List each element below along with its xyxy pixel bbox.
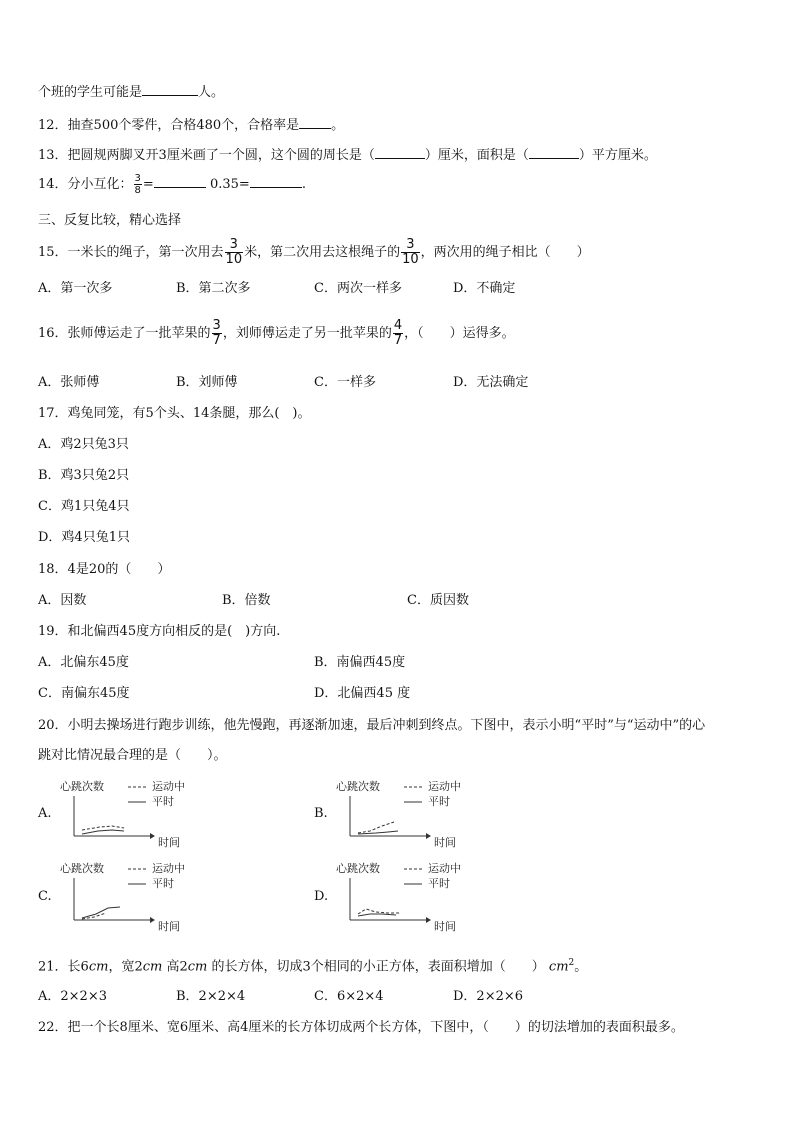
q21-option-d[interactable]: D．2×2×6 xyxy=(453,989,524,1004)
q16-option-a[interactable]: A．张师傅 xyxy=(38,375,100,390)
q17-option-a[interactable]: A．鸡2只兔3只 xyxy=(38,437,129,452)
chart-c-xlabel: 时间 xyxy=(158,920,180,933)
q13-text-c: ）平方厘米。 xyxy=(578,148,657,163)
section3-title: 三、反复比较，精心选择 xyxy=(38,213,182,228)
q16-option-d[interactable]: D．无法确定 xyxy=(453,375,529,390)
q12-blank[interactable] xyxy=(299,115,331,129)
q21-line xyxy=(38,954,587,976)
q11-blank[interactable] xyxy=(142,82,198,96)
q20-chart-d[interactable] xyxy=(336,858,476,934)
q20-option-a-letter[interactable]: A. xyxy=(38,806,52,821)
q15-text-a: 15．一米长的绳子，第一次用去 xyxy=(38,245,224,260)
q16-frac1-num: 3 xyxy=(212,318,221,333)
q16-option-c[interactable]: C．一样多 xyxy=(314,375,376,390)
q14-frac-den: 8 xyxy=(134,185,141,196)
q15-fraction-1 xyxy=(225,238,244,267)
q21-text-d: 的长方体，切成3个相同的小正方体，表面积增加（ ） xyxy=(211,959,545,975)
q11-text: 个班的学生可能是 xyxy=(38,85,143,100)
chart-d-xlabel: 时间 xyxy=(434,920,456,933)
q15-line xyxy=(38,238,590,268)
q16-text-b: ，刘师傅运走了另一批苹果的 xyxy=(222,326,392,341)
q21-unit-1: cm xyxy=(88,959,109,975)
q14-line xyxy=(38,173,306,196)
q17-option-b[interactable]: B．鸡3只兔2只 xyxy=(38,468,130,483)
q16-text-a: 16．张师傅运走了一批苹果的 xyxy=(38,326,211,341)
q13-text-a: 13．把圆规两脚叉开3厘米画了一个圆，这个圆的周长是（ xyxy=(38,148,375,163)
q19-text: 19．和北偏西45度方向相反的是( )方向. xyxy=(38,624,281,639)
q16-option-b[interactable]: B．刘师傅 xyxy=(176,375,238,390)
chart-c-legend-solid-label: 平时 xyxy=(152,877,174,890)
chart-a-line-exercise xyxy=(82,826,124,830)
q21-text-e: 。 xyxy=(574,959,588,975)
chart-b-legend-solid-label: 平时 xyxy=(428,795,450,808)
q14-text-b: 0.35= xyxy=(205,177,250,192)
q16-fraction-2 xyxy=(393,319,403,348)
q13-blank-1[interactable] xyxy=(375,145,425,159)
q20-option-d-letter[interactable]: D. xyxy=(314,889,329,904)
q21-text-a: 21．长6 xyxy=(38,959,89,975)
q15-text-c: ，两次用的绳子相比（ ） xyxy=(420,245,590,260)
q16-text-c: ，（ ）运得多。 xyxy=(404,326,515,341)
chart-b-ylabel: 心跳次数 xyxy=(336,780,380,793)
q16-line xyxy=(38,319,515,349)
chart-c-line-exercise xyxy=(82,913,106,919)
q15-option-c[interactable]: C．两次一样多 xyxy=(314,281,402,296)
chart-d-x-arrow xyxy=(426,917,431,923)
chart-d-legend-solid-label: 平时 xyxy=(428,877,450,890)
q14-frac-num: 3 xyxy=(134,173,141,184)
q14-fraction xyxy=(134,173,142,196)
q19-option-d[interactable]: D．北偏西45 度 xyxy=(314,686,411,701)
q18-option-c[interactable]: C．质因数 xyxy=(407,593,469,608)
q16-fraction-1 xyxy=(212,319,222,348)
q14-blank-1[interactable] xyxy=(154,174,206,188)
chart-d-legend-dashed-label: 运动中 xyxy=(428,862,461,875)
q21-unit-4: cm xyxy=(548,959,569,975)
q14-text-a: 14．分小互化： xyxy=(38,177,133,192)
q15-option-a[interactable]: A．第一次多 xyxy=(38,281,113,296)
q15-option-d[interactable]: D．不确定 xyxy=(453,281,516,296)
q21-text-c: 高2 xyxy=(166,959,188,975)
q14-blank-2[interactable] xyxy=(250,174,302,188)
q13-text-b: ）厘米，面积是（ xyxy=(424,148,529,163)
q12-text-after: 。 xyxy=(331,118,345,133)
q21-unit-3: cm xyxy=(187,959,208,975)
chart-b-xlabel: 时间 xyxy=(434,836,456,849)
q20-line-2: 跳对比情况最合理的是（ ）。 xyxy=(38,748,227,763)
q11-text-after: 人。 xyxy=(198,85,225,100)
q21-option-b[interactable]: B．2×2×4 xyxy=(176,989,246,1004)
chart-a-legend-solid-label: 平时 xyxy=(152,795,174,808)
q15-fraction-2 xyxy=(401,238,420,267)
chart-c-ylabel: 心跳次数 xyxy=(60,862,104,875)
q20-chart-a[interactable] xyxy=(60,776,200,852)
q15-frac1-den: 10 xyxy=(225,252,243,267)
chart-a-ylabel: 心跳次数 xyxy=(60,780,104,793)
q15-text-b: 米，第二次用去这根绳子的 xyxy=(244,245,401,260)
q17-text: 17．鸡兔同笼，有5个头、14条腿，那么( )。 xyxy=(38,406,311,421)
q15-frac1-num: 3 xyxy=(229,237,238,252)
q16-frac2-den: 7 xyxy=(393,333,403,348)
q14-eq: = xyxy=(142,177,154,192)
chart-b-legend-dashed-label: 运动中 xyxy=(428,780,461,793)
q17-option-d[interactable]: D．鸡4只兔1只 xyxy=(38,530,130,545)
q16-frac2-num: 4 xyxy=(393,318,403,333)
q20-option-c-letter[interactable]: C. xyxy=(38,889,52,904)
q19-option-a[interactable]: A．北偏东45度 xyxy=(38,655,129,670)
chart-b-x-arrow xyxy=(426,833,431,839)
q20-option-b-letter[interactable]: B. xyxy=(314,806,328,821)
q19-option-b[interactable]: B．南偏西45度 xyxy=(314,655,406,670)
chart-c-line-normal xyxy=(82,907,120,918)
q11-line xyxy=(38,82,224,102)
q16-frac1-den: 7 xyxy=(212,333,221,348)
q13-blank-2[interactable] xyxy=(529,145,579,159)
chart-a-legend-dashed-label: 运动中 xyxy=(152,780,185,793)
q12-text: 12．抽查500个零件，合格480个，合格率是 xyxy=(38,118,300,133)
q21-text-b: ，宽2 xyxy=(108,959,143,975)
q15-frac2-den: 10 xyxy=(402,252,419,267)
q21-option-c[interactable]: C．6×2×4 xyxy=(314,989,384,1004)
chart-c-x-arrow xyxy=(150,917,155,923)
q13-line xyxy=(38,145,657,165)
q15-option-b[interactable]: B．第二次多 xyxy=(176,281,251,296)
chart-a-x-arrow xyxy=(150,833,155,839)
q20-chart-b[interactable] xyxy=(336,776,476,852)
q18-text: 18．4是20的（ ） xyxy=(38,562,171,577)
chart-d-line-normal xyxy=(358,914,396,916)
chart-d-ylabel: 心跳次数 xyxy=(336,862,380,875)
q21-sup: 2 xyxy=(568,958,575,968)
q20-chart-c[interactable] xyxy=(60,858,200,934)
q17-option-c[interactable]: C．鸡1只兔4只 xyxy=(38,499,130,514)
chart-a-line-normal xyxy=(82,830,124,834)
q22-text: 22．把一个长8厘米、宽6厘米、高4厘米的长方体切成两个长方体，下图中，（ ）的切法增加的表面积最多。 xyxy=(38,1020,684,1035)
chart-b-line-exercise xyxy=(358,822,394,833)
chart-c-legend-dashed-label: 运动中 xyxy=(152,862,185,875)
q21-unit-2: cm xyxy=(142,959,163,975)
q15-frac2-num: 3 xyxy=(406,237,415,252)
q19-option-c[interactable]: C．南偏东45度 xyxy=(38,686,130,701)
q18-option-a[interactable]: A．因数 xyxy=(38,593,87,608)
q20-line-1: 20．小明去操场进行跑步训练，他先慢跑，再逐渐加速，最后冲刺到终点。下图中，表示小明“平时”与“运动中”的心 xyxy=(38,718,706,733)
q14-text-c: . xyxy=(301,177,306,192)
chart-a-xlabel: 时间 xyxy=(158,836,180,849)
q18-option-b[interactable]: B．倍数 xyxy=(222,593,271,608)
q21-option-a[interactable]: A．2×2×3 xyxy=(38,989,107,1004)
chart-d-line-exercise xyxy=(358,909,400,914)
q12-line xyxy=(38,115,344,135)
